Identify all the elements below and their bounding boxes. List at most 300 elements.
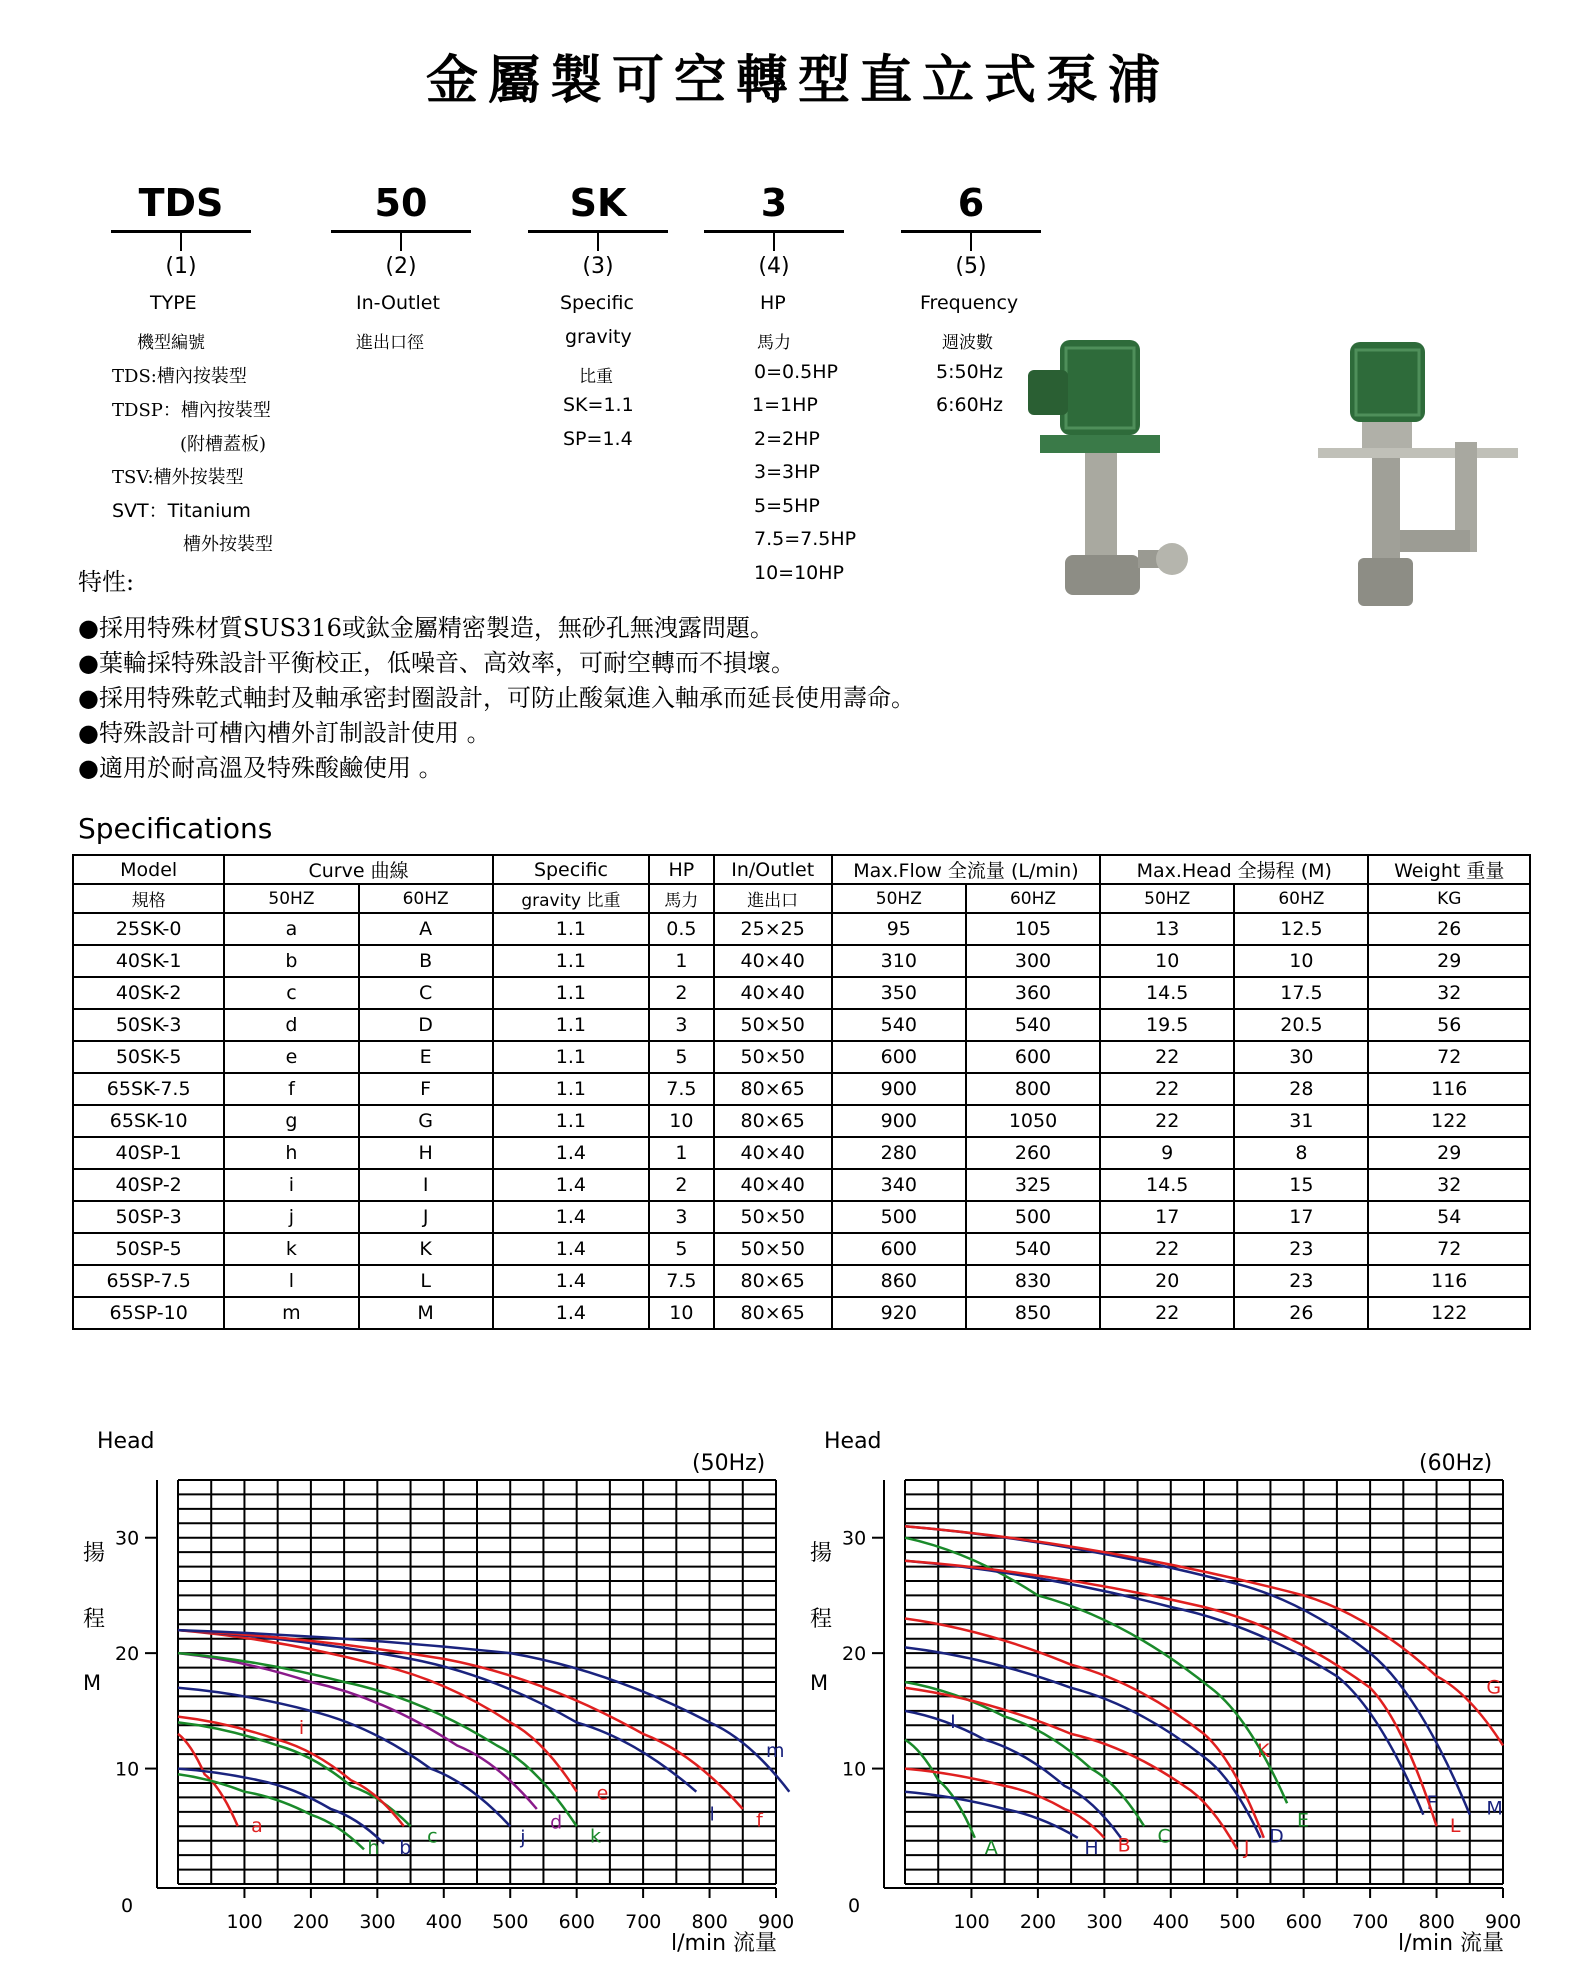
table-cell: 1 [649,945,714,977]
feature-item: ●特殊設計可槽內槽外訂制設計使用 。 [78,719,491,747]
table-row [73,1265,1530,1297]
pump-casing [1358,558,1413,606]
curve-h [178,1774,364,1849]
table-cell: 850 [966,1297,1100,1329]
code-index: (2) [385,254,417,279]
hp-option: 3=3HP [754,461,820,483]
table-cell: 1.4 [493,1297,649,1329]
type-label-zh: 機型編號 [137,333,205,353]
curve-label-I: I [950,1711,956,1734]
y-axis-label-zh: 揚 [83,1541,106,1566]
x-tick-label: 400 [1152,1911,1190,1933]
code-index: (3) [582,254,614,279]
outlet-bend [1400,530,1470,552]
table-cell: 8 [1234,1137,1368,1169]
col-model-zh: 規格 [73,884,224,913]
table-cell: 1.4 [493,1265,649,1297]
curve-H [905,1792,1078,1838]
col-head: Max.Head 全揚程 (M) [1100,855,1368,884]
motor-flange [1040,435,1160,453]
table-cell: 920 [832,1297,966,1329]
table-cell: 54 [1368,1201,1530,1233]
table-cell: 50×50 [714,1041,832,1073]
table-cell: G [359,1105,493,1137]
curve-label-L: L [1449,1815,1461,1838]
table-cell: 600 [832,1041,966,1073]
table-cell: 122 [1368,1105,1530,1137]
x-tick-label: 900 [1485,1911,1522,1933]
x-tick-label: 100 [953,1911,990,1933]
curve-label-c: c [427,1825,438,1848]
table-cell: 20.5 [1234,1009,1368,1041]
inoutlet-label-en: In-Outlet [356,292,440,314]
code-index: (4) [758,254,790,279]
table-cell: 40×40 [714,977,832,1009]
x-tick-label: 200 [1019,1911,1057,1933]
table-cell: C [359,977,493,1009]
type-option: TSV:槽外按裝型 [112,467,244,488]
table-row [73,1073,1530,1105]
table-cell: m [224,1297,358,1329]
feature-item: ●適用於耐高溫及特殊酸鹼使用 。 [78,754,443,782]
curve-e [178,1630,577,1792]
curve-I [905,1711,1121,1838]
table-cell: 65SK-7.5 [73,1073,224,1105]
table-cell: D [359,1009,493,1041]
table-cell: J [359,1201,493,1233]
features-label: 特性: [78,568,135,596]
code-tick [180,233,182,251]
code-tick [970,233,972,251]
table-cell: B [359,945,493,977]
table-cell: 600 [832,1233,966,1265]
table-cell: 40SK-1 [73,945,224,977]
table-cell: 80×65 [714,1297,832,1329]
x-tick-label: 300 [1086,1911,1123,1933]
table-cell: 116 [1368,1073,1530,1105]
curve-L [905,1561,1437,1827]
code-index: (5) [955,254,987,279]
y-axis-label-zh: 揚 [810,1541,833,1566]
table-cell: 28 [1234,1073,1368,1105]
curve-label-f: f [756,1809,763,1832]
type-option: TDS:槽內按裝型 [112,366,247,387]
table-cell: 2 [649,977,714,1009]
table-cell: 7.5 [649,1265,714,1297]
table-cell: 40SK-2 [73,977,224,1009]
table-cell: L [359,1265,493,1297]
table-cell: 31 [1234,1105,1368,1137]
table-cell: F [359,1073,493,1105]
table-cell: 72 [1368,1233,1530,1265]
origin-label: 0 [848,1895,861,1917]
x-tick-label: 500 [1219,1911,1256,1933]
table-cell: 50SP-3 [73,1201,224,1233]
table-cell: 5 [649,1041,714,1073]
col-io-zh: 進出口 [714,884,832,913]
table-cell: K [359,1233,493,1265]
curve-A [905,1740,975,1838]
table-cell: i [224,1169,358,1201]
outlet-flange [1156,543,1188,575]
spec-body [73,913,1530,1329]
curve-c [178,1722,411,1826]
table-cell: 860 [832,1265,966,1297]
table-cell: 95 [832,913,966,945]
type-label-en: TYPE [150,292,197,314]
table-cell: d [224,1009,358,1041]
y-tick-label: 30 [115,1527,140,1550]
table-cell: 540 [966,1233,1100,1265]
code-inoutlet [331,180,471,279]
feature-item: ●採用特殊乾式軸封及軸承密封圈設計，可防止酸氣進入軸承而延長使用壽命。 [78,684,915,712]
col-sg-zh: gravity 比重 [493,884,649,913]
table-cell: 56 [1368,1009,1530,1041]
curve-F [905,1561,1423,1815]
curve-label-d: d [550,1811,563,1834]
table-cell: E [359,1041,493,1073]
curve-k [178,1653,577,1826]
y-axis-unit: M [810,1671,829,1695]
x-tick-label: 100 [226,1911,263,1933]
table-row [73,1009,1530,1041]
table-cell: 50SP-5 [73,1233,224,1265]
curve-G [905,1526,1503,1745]
table-cell: 40SP-2 [73,1169,224,1201]
table-cell: 5 [649,1233,714,1265]
table-cell: 3 [649,1009,714,1041]
x-tick-label: 800 [1418,1911,1455,1933]
hp-option: 10=10HP [754,562,845,584]
curve-d [178,1653,537,1809]
table-cell: 65SK-10 [73,1105,224,1137]
freq-label-zh: 週波數 [942,333,993,353]
x-tick-label: 800 [691,1911,728,1933]
y-tick-label: 30 [842,1527,867,1550]
x-tick-label: 600 [1285,1911,1322,1933]
curve-label-B: B [1117,1834,1131,1857]
table-cell: 280 [832,1137,966,1169]
table-cell: 1.1 [493,1073,649,1105]
table-cell: I [359,1169,493,1201]
table-cell: 80×65 [714,1073,832,1105]
table-cell: g [224,1105,358,1137]
table-cell: 20 [1100,1265,1234,1297]
gravity-option: SK=1.1 [563,394,634,416]
type-option: SVT：Titanium [112,500,251,522]
chart-title: (50Hz) [692,1451,766,1476]
col-curve-60: 60HZ [359,884,493,913]
curve-b [178,1769,384,1844]
col-hp: HP [649,855,714,884]
table-cell: 50×50 [714,1233,832,1265]
table-row [73,1297,1530,1329]
table-cell: 2 [649,1169,714,1201]
type-option: 槽外按裝型 [183,534,273,555]
code-value: TDS [138,181,224,225]
table-cell: 1.4 [493,1201,649,1233]
table-cell: 40×40 [714,1137,832,1169]
table-cell: 830 [966,1265,1100,1297]
table-cell: 900 [832,1105,966,1137]
table-cell: 30 [1234,1041,1368,1073]
curve-label-G: G [1486,1676,1502,1699]
spec-header-row [73,855,1530,884]
chart-title: (60Hz) [1419,1451,1493,1476]
curve-E [905,1538,1287,1804]
table-cell: 1.4 [493,1233,649,1265]
table-cell: 29 [1368,1137,1530,1169]
freq-option: 5:50Hz [936,361,1003,383]
table-cell: 360 [966,977,1100,1009]
table-cell: 1.1 [493,1009,649,1041]
code-type [111,180,251,279]
table-cell: 260 [966,1137,1100,1169]
feature-item: ●採用特殊材質SUS316或鈦金屬精密製造，無砂孔無洩露問題。 [78,614,774,642]
table-row [73,945,1530,977]
curve-label-i: i [298,1716,305,1739]
curve-label-j: j [520,1826,526,1849]
table-cell: 1.4 [493,1169,649,1201]
col-model: Model [73,855,224,884]
x-tick-label: 500 [492,1911,529,1933]
table-cell: 350 [832,977,966,1009]
table-cell: c [224,977,358,1009]
table-cell: 1.1 [493,1041,649,1073]
table-cell: A [359,913,493,945]
table-cell: b [224,945,358,977]
gravity-label-zh: 比重 [579,367,613,387]
table-cell: 80×65 [714,1265,832,1297]
table-cell: 65SP-10 [73,1297,224,1329]
origin-label: 0 [121,1895,134,1917]
table-cell: 1.1 [493,1105,649,1137]
type-option: TDSP：槽內按裝型 [112,400,271,421]
y-tick-label: 20 [115,1643,140,1666]
table-cell: 22 [1100,1073,1234,1105]
table-cell: 29 [1368,945,1530,977]
hp-option: 7.5=7.5HP [754,528,857,550]
col-flow: Max.Flow 全流量 (L/min) [832,855,1100,884]
table-cell: 22 [1100,1041,1234,1073]
gravity-label-en: Specific [560,292,634,314]
y-tick-label: 20 [842,1643,867,1666]
code-value: 3 [760,181,788,225]
table-cell: 26 [1368,913,1530,945]
table-row [73,1233,1530,1265]
table-cell: 1.1 [493,913,649,945]
table-cell: 1.4 [493,1137,649,1169]
curve-B [905,1769,1104,1838]
table-cell: 300 [966,945,1100,977]
curve-label-a: a [251,1815,263,1838]
table-row [73,1137,1530,1169]
hp-option: 2=2HP [754,428,820,450]
table-cell: 500 [832,1201,966,1233]
code-value: 6 [957,181,985,225]
col-sg: Specific [493,855,649,884]
table-cell: 1.1 [493,945,649,977]
table-cell: 10 [649,1297,714,1329]
type-option: (附槽蓋板) [180,434,267,455]
table-cell: f [224,1073,358,1105]
curve-a [178,1734,238,1826]
col-flow-50: 50HZ [832,884,966,913]
table-cell: h [224,1137,358,1169]
code-value: SK [569,181,627,225]
curve-C [905,1682,1144,1826]
table-cell: 32 [1368,977,1530,1009]
table-cell: l [224,1265,358,1297]
table-cell: 22 [1100,1297,1234,1329]
table-cell: e [224,1041,358,1073]
table-cell: 17 [1100,1201,1234,1233]
x-tick-label: 600 [558,1911,595,1933]
table-cell: 325 [966,1169,1100,1201]
table-cell: 25×25 [714,913,832,945]
table-cell: 22 [1100,1105,1234,1137]
code-index: (1) [165,254,197,279]
table-cell: 40×40 [714,945,832,977]
table-cell: 17 [1234,1201,1368,1233]
table-cell: k [224,1233,358,1265]
inoutlet-label-zh: 進出口徑 [356,333,424,353]
col-io: In/Outlet [714,855,832,884]
x-axis-label: l/min 流量 [1398,1931,1505,1956]
y-axis-unit: M [83,1671,102,1695]
table-row [73,1169,1530,1201]
table-cell: a [224,913,358,945]
x-tick-label: 900 [758,1911,795,1933]
x-tick-label: 700 [1352,1911,1389,1933]
table-cell: 540 [832,1009,966,1041]
curve-label-M: M [1486,1797,1503,1820]
freq-label-en: Frequency [920,292,1019,314]
table-cell: j [224,1201,358,1233]
curve-label-F: F [1426,1791,1438,1814]
table-cell: 1 [649,1137,714,1169]
table-cell: 122 [1368,1297,1530,1329]
col-head-60: 60HZ [1234,884,1368,913]
col-hp-zh: 馬力 [649,884,714,913]
curve-m [178,1630,789,1792]
table-cell: 19.5 [1100,1009,1234,1041]
y-axis-label: Head [824,1429,882,1454]
x-tick-label: 700 [625,1911,662,1933]
table-cell: 14.5 [1100,977,1234,1009]
table-cell: 9 [1100,1137,1234,1169]
table-cell: 23 [1234,1233,1368,1265]
table-cell: 12.5 [1234,913,1368,945]
table-cell: 15 [1234,1169,1368,1201]
x-tick-label: 200 [292,1911,330,1933]
hp-option: 5=5HP [754,495,820,517]
table-cell: 23 [1234,1265,1368,1297]
gravity-option: SP=1.4 [563,428,633,450]
table-row [73,913,1530,945]
freq-option: 6:60Hz [936,394,1003,416]
table-cell: 0.5 [649,913,714,945]
motor-body [1350,342,1425,422]
table-cell: 72 [1368,1041,1530,1073]
table-cell: 22 [1100,1233,1234,1265]
curve-j [178,1688,510,1827]
y-tick-label: 10 [115,1758,140,1781]
table-cell: 800 [966,1073,1100,1105]
spec-subheader-row [73,884,1530,913]
hp-label-en: HP [760,292,786,314]
col-curve-50: 50HZ [224,884,358,913]
col-flow-60: 60HZ [966,884,1100,913]
table-cell: 116 [1368,1265,1530,1297]
terminal-box [1028,370,1068,415]
curve-label-k: k [589,1825,601,1848]
spec-title: Specifications [78,812,273,845]
coupling [1362,422,1412,448]
table-cell: 40SP-1 [73,1137,224,1169]
curve-label-A: A [984,1836,998,1859]
table-cell: 1.1 [493,977,649,1009]
table-cell: M [359,1297,493,1329]
curve-label-D: D [1269,1825,1284,1848]
table-cell: H [359,1137,493,1169]
y-axis-label: Head [97,1429,155,1454]
table-cell: 65SP-7.5 [73,1265,224,1297]
table-cell: 7.5 [649,1073,714,1105]
pump-casing [1065,555,1140,595]
pump-shaft [1372,458,1400,568]
curve-label-K: K [1257,1740,1270,1763]
code-frequency [901,180,1041,279]
code-value: 50 [374,181,428,225]
col-weight-unit: KG [1368,884,1530,913]
table-cell: 600 [966,1041,1100,1073]
y-axis-label-zh: 程 [83,1607,106,1632]
table-cell: 25SK-0 [73,913,224,945]
curve-label-E: E [1297,1809,1310,1832]
code-tick [773,233,775,251]
curve-f [178,1630,743,1809]
table-cell: 500 [966,1201,1100,1233]
hp-option: 1=1HP [752,394,818,416]
table-row [73,1201,1530,1233]
mount-plate [1318,448,1518,458]
feature-item: ●葉輪採特殊設計平衡校正，低噪音、高效率，可耐空轉而不損壞。 [78,649,795,677]
table-cell: 17.5 [1234,977,1368,1009]
col-curve: Curve 曲線 [224,855,492,884]
pump-image-external [1290,330,1520,615]
table-cell: 10 [649,1105,714,1137]
table-cell: 10 [1234,945,1368,977]
table-cell: 50×50 [714,1009,832,1041]
code-hp [704,180,844,279]
y-axis-label-zh: 程 [810,1607,833,1632]
curve-K [905,1619,1264,1838]
curve-l [178,1630,696,1792]
table-cell: 80×65 [714,1105,832,1137]
curve-label-l: l [709,1803,715,1826]
col-head-50: 50HZ [1100,884,1234,913]
motor-body [1060,340,1140,435]
code-tick [400,233,402,251]
table-cell: 26 [1234,1297,1368,1329]
curve-label-h: h [367,1836,380,1859]
x-tick-label: 300 [359,1911,396,1933]
table-cell: 3 [649,1201,714,1233]
code-gravity [528,180,668,279]
table-cell: 105 [966,913,1100,945]
pump-shaft [1085,453,1117,563]
